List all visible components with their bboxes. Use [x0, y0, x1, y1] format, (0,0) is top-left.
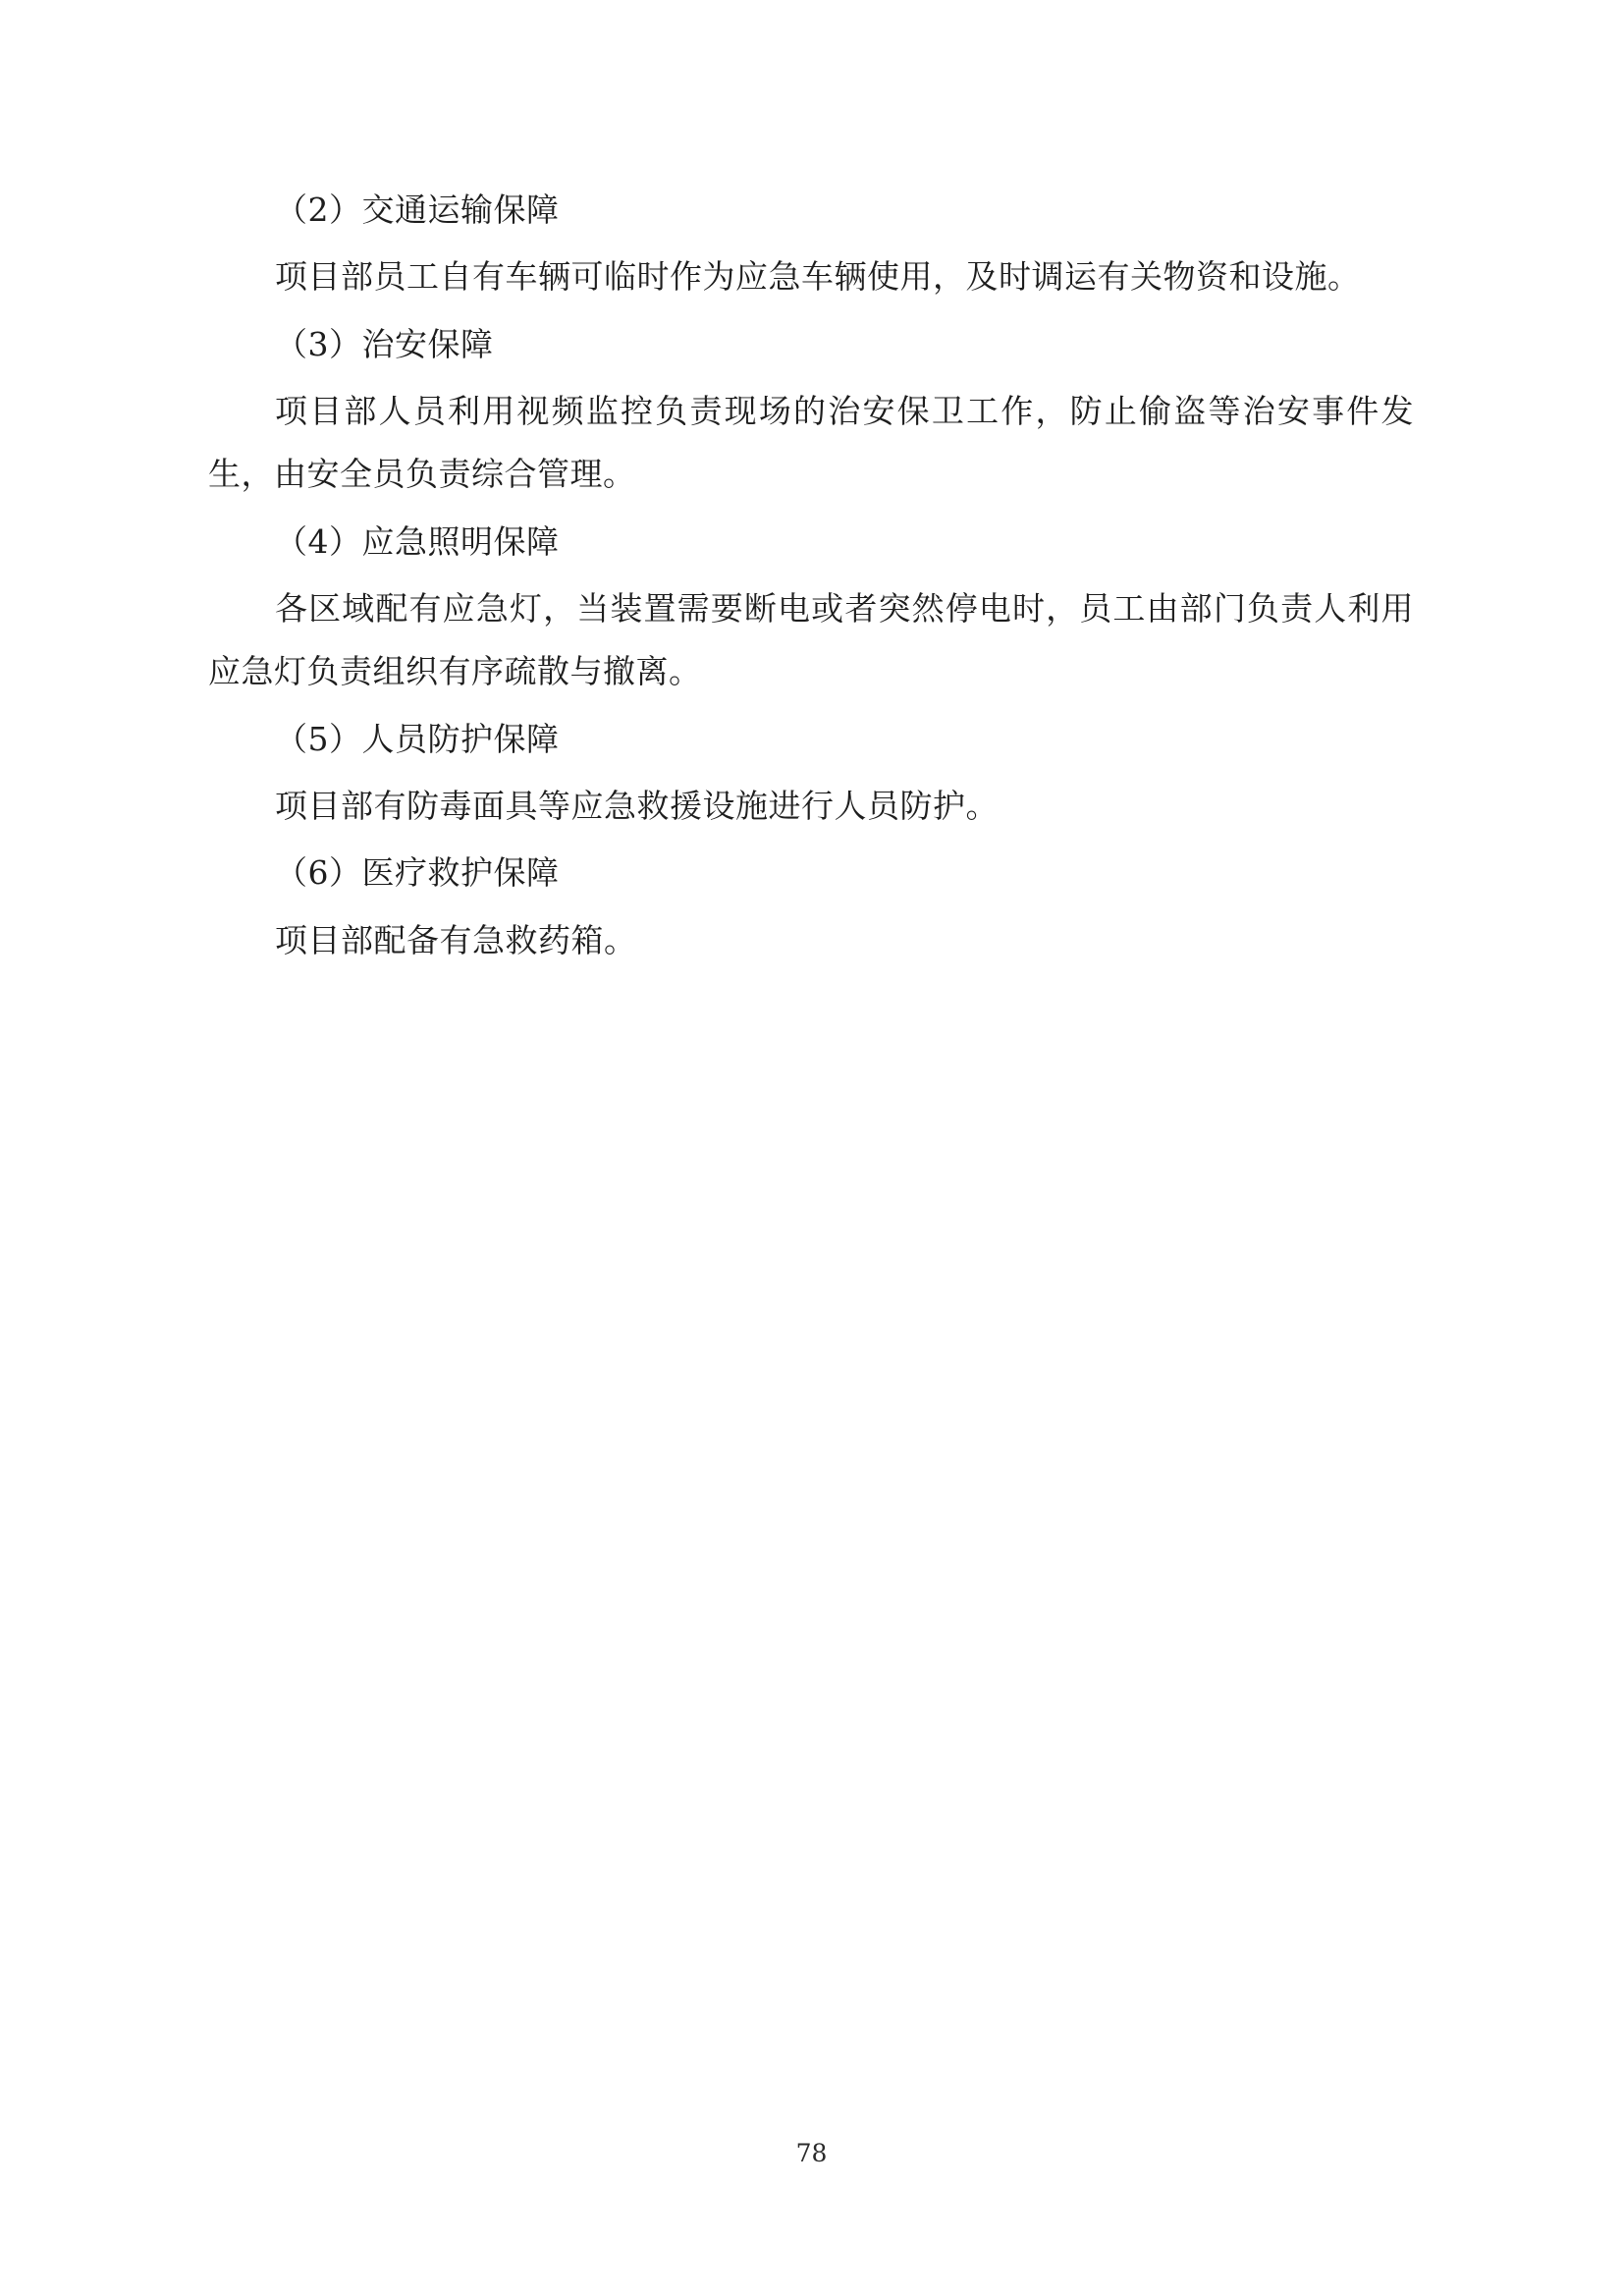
- section-heading-medical-aid: （6）医疗救护保障: [275, 853, 560, 893]
- section-heading-security: （3）治安保障: [275, 324, 494, 363]
- paragraph-transport: 项目部员工自有车辆可临时作为应急车辆使用，及时调运有关物资和设施。: [275, 257, 1361, 297]
- page-number: 78: [795, 2139, 828, 2167]
- section-heading-transport: （2）交通运输保障: [275, 191, 560, 229]
- paragraph-emergency-lighting: 各区域配有应急灯，当装置需要断电或者突然停电时，员工由部门负责人利用应急灯负责组织有序疏散与撤离。: [208, 589, 1414, 691]
- paragraph-security: 项目部人员利用视频监控负责现场的治安保卫工作，防止偷盗等治安事件发生，由安全员负责综合管理。: [208, 392, 1414, 494]
- paragraph-medical-aid: 项目部配备有急救药箱。: [275, 920, 637, 959]
- paragraph-personal-protection: 项目部有防毒面具等应急救援设施进行人员防护。: [275, 787, 999, 826]
- document-body: [208, 179, 1414, 976]
- section-heading-personal-protection: （5）人员防护保障: [275, 719, 560, 758]
- section-heading-emergency-lighting: （4）应急照明保障: [275, 521, 560, 561]
